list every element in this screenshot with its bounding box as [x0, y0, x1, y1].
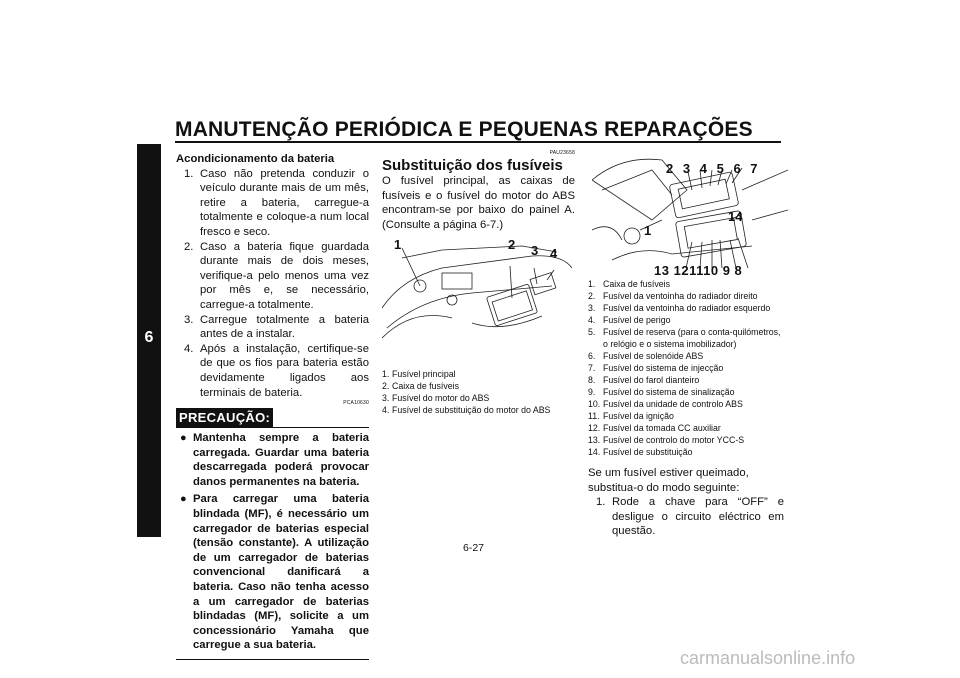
- caption-item: 1. Fusível principal: [382, 369, 456, 380]
- caption-item: 2. Caixa de fusíveis: [382, 381, 459, 392]
- fuse-location-figure: [382, 238, 574, 346]
- chapter-tab: [137, 144, 161, 537]
- caution-rule: [264, 427, 369, 428]
- caption-item: 11. Fusível da ignição: [588, 411, 674, 421]
- caption-item: 8. Fusível do farol dianteiro: [588, 375, 700, 385]
- motorcycle-fuse-illustration: [382, 238, 574, 346]
- step-item: 3. Carregue totalmente a bateria antes de a instalar.: [184, 313, 369, 341]
- bullet-icon: ●: [180, 493, 187, 506]
- caution-bullet: ● Para carregar uma bateria blindada (MF), é necessário um carregador de baterias especial (tensão constante). A utilização de um carregador de baterias convencional danificará a bateria. Caso não tenha acesso a um carregador de baterias blindadas (MF), solicite a um concessionário Yamaha que carregue a sua bateria.: [180, 493, 369, 652]
- page-number: 6-27: [463, 542, 485, 554]
- caption-item: 12. Fusível da tomada CC auxiliar: [588, 423, 721, 433]
- section-heading: Acondicionamento da bateria: [176, 153, 335, 165]
- caption-item: 13. Fusível de controlo do motor YCC-S: [588, 435, 745, 445]
- chapter-number: 6: [144, 329, 154, 346]
- callouts-bottom: 13 121110 9 8: [654, 263, 743, 278]
- middle-column: [382, 150, 575, 416]
- caption-item: 3. Fusível do motor do ABS: [382, 393, 490, 404]
- callout-14: 14: [728, 209, 743, 224]
- caption-item: 7. Fusível do sistema de injecção: [588, 363, 724, 373]
- reference-code: PAU23658: [549, 150, 575, 156]
- callout-4: 4: [550, 246, 558, 262]
- left-column: [176, 152, 369, 660]
- watermark[interactable]: carmanualsonline.info: [680, 648, 856, 668]
- fuse-box-figure: [592, 150, 788, 276]
- caption-item: 6. Fusível de solenóide ABS: [588, 351, 704, 361]
- caption-item: 14. Fusível de substituição: [588, 447, 693, 457]
- callout-3: 3: [531, 243, 539, 259]
- right-column: [588, 150, 784, 539]
- caption-item: 9. Fusível do sistema de sinalização: [588, 387, 735, 397]
- page-title: MANUTENÇÃO PERIÓDICA E PEQUENAS REPARAÇÕES: [175, 118, 753, 141]
- callout-1: 1: [644, 223, 652, 238]
- caption-item: 5. Fusível de reserva (para o conta-quilómetros, o relógio e o sistema imobilizador): [588, 327, 781, 349]
- figure-caption-list: [382, 368, 575, 416]
- outro-paragraph: Se um fusível estiver queimado, substitua-o do modo seguinte:: [588, 467, 749, 494]
- callout-2: 2: [508, 237, 516, 253]
- bullet-icon: ●: [180, 432, 187, 445]
- caution-label: PRECAUÇÃO:: [176, 408, 273, 428]
- step-item: 1. Caso não pretenda conduzir o veículo durante mais de um mês, retire a bateria, carregue-a totalmente e coloque-a num local fresco e seco.: [184, 167, 369, 238]
- caption-item: 3. Fusível da ventoinha do radiador esquerdo: [588, 303, 771, 313]
- title-rule: [175, 141, 781, 143]
- figure-caption-list: [588, 278, 784, 458]
- intro-paragraph: O fusível principal, as caixas de fusíveis e o fusível do motor do ABS encontram-se por baixo do painel A. (Consulte a página 6-7.): [382, 175, 575, 231]
- step-item: 2. Caso a bateria fique guardada durante mais de dois meses, verifique-a pelo menos uma vez por mês e, se necessário, carregue-a totalmente.: [184, 240, 369, 311]
- step-item: 1. Rode a chave para “OFF” e desligue o circuito eléctrico em questão.: [596, 496, 784, 538]
- caption-item: 10. Fusível da unidade de controlo ABS: [588, 399, 743, 409]
- callouts-top: 2 3 4 5 6 7: [666, 161, 761, 176]
- caption-item: 4. Fusível de substituição do motor do ABS: [382, 405, 551, 416]
- caution-bullet: ● Mantenha sempre a bateria carregada. Guardar uma bateria descarregada poderá provocar danos permanentes na bateria.: [180, 432, 369, 488]
- caption-item: 1. Caixa de fusíveis: [588, 279, 670, 289]
- callout-1: 1: [394, 237, 402, 253]
- caption-item: 2. Fusível da ventoinha do radiador direito: [588, 291, 758, 301]
- caption-item: 4. Fusível de perigo: [588, 315, 671, 325]
- step-item: 4. Após a instalação, certifique-se de que os fios para bateria estão devidamente ligados aos terminais de bateria.: [184, 342, 369, 399]
- reference-code: PCA10630: [343, 400, 369, 407]
- section-title: Substituição dos fusíveis: [382, 157, 563, 174]
- caution-end-rule: [176, 659, 369, 660]
- caution-header: [176, 408, 369, 428]
